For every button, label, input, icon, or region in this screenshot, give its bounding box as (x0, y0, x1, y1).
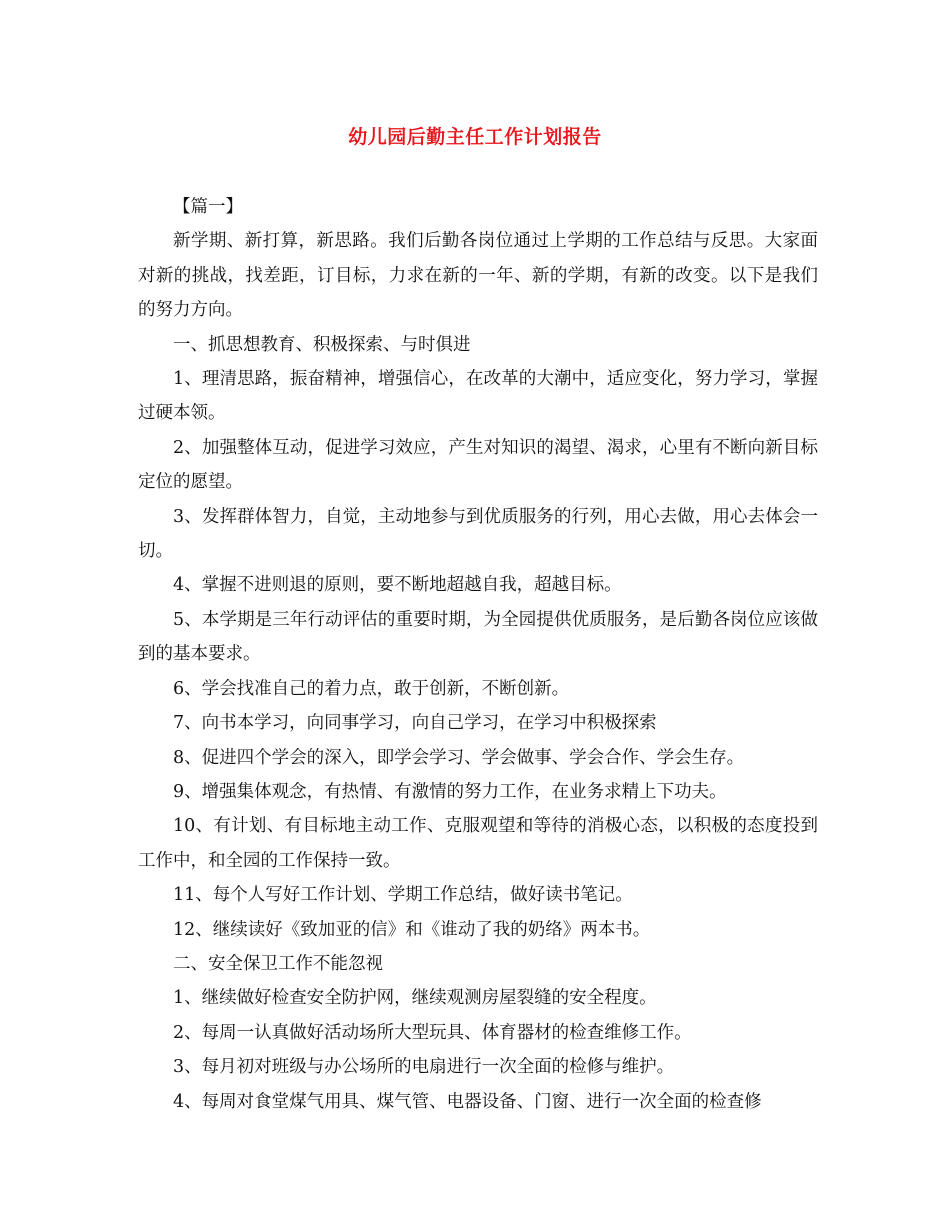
document-body (138, 190, 818, 1119)
list-item: 5、本学期是三年行动评估的重要时期，为全园提供优质服务，是后勤各岗位应该做到的基本要求。 (138, 609, 818, 665)
list-item: 8、促进四个学会的深入，即学会学习、学会做事、学会合作、学会生存。 (173, 747, 745, 768)
list-item: 2、每周一认真做好活动场所大型玩具、体育器材的检查维修工作。 (173, 1022, 692, 1043)
section-label: 【篇一】 (173, 197, 243, 217)
list-item: 3、发挥群体智力，自觉，主动地参与到优质服务的行列，用心去做，用心去体会一切。 (138, 506, 818, 562)
list-item: 10、有计划、有目标地主动工作、克服观望和等待的消极心态，以积极的态度投到工作中，和全园的工作保持一致。 (138, 816, 818, 871)
list-item: 4、每周对食堂煤气用具、煤气管、电器设备、门窗、进行一次全面的检查修 (173, 1091, 762, 1112)
list-item: 1、理清思路，振奋精神，增强信心，在改革的大潮中，适应变化，努力学习，掌握过硬本领。 (138, 369, 818, 424)
list-item: 6、学会找准自己的着力点，敢于创新，不断创新。 (173, 678, 570, 699)
list-item: 7、向书本学习，向同事学习，向自己学习，在学习中积极探索 (173, 713, 657, 734)
list-item: 11、每个人写好工作计划、学期工作总结，做好读书笔记。 (173, 885, 633, 906)
list-item: 12、继续读好《致加亚的信》和《谁动了我的奶络》两本书。 (173, 919, 651, 940)
list-item: 2、加强整体互动，促进学习效应，产生对知识的渴望、渴求，心里有不断向新目标定位的愿望。 (138, 437, 818, 493)
document-title: 幼儿园后勤主任工作计划报告 (348, 126, 602, 148)
paragraph: 新学期、新打算，新思路。我们后勤各岗位通过上学期的工作总结与反思。大家面对新的挑战，找差距，订目标，力求在新的一年、新的学期，有新的改变。以下是我们的努力方向。 (138, 231, 818, 321)
heading-1: 一、抓思想教育、积极探索、与时俱进 (173, 334, 471, 355)
heading-2: 二、安全保卫工作不能忽视 (173, 953, 383, 974)
list-item: 3、每月初对班级与办公场所的电扇进行一次全面的检修与维护。 (173, 1057, 675, 1078)
list-item: 4、掌握不进则退的原则，要不断地超越自我，超越目标。 (173, 575, 622, 596)
list-item: 1、继续做好检查安全防护网，继续观测房屋裂缝的安全程度。 (173, 988, 657, 1009)
list-item: 9、增强集体观念，有热情、有激情的努力工作，在业务求精上下功夫。 (173, 781, 727, 802)
